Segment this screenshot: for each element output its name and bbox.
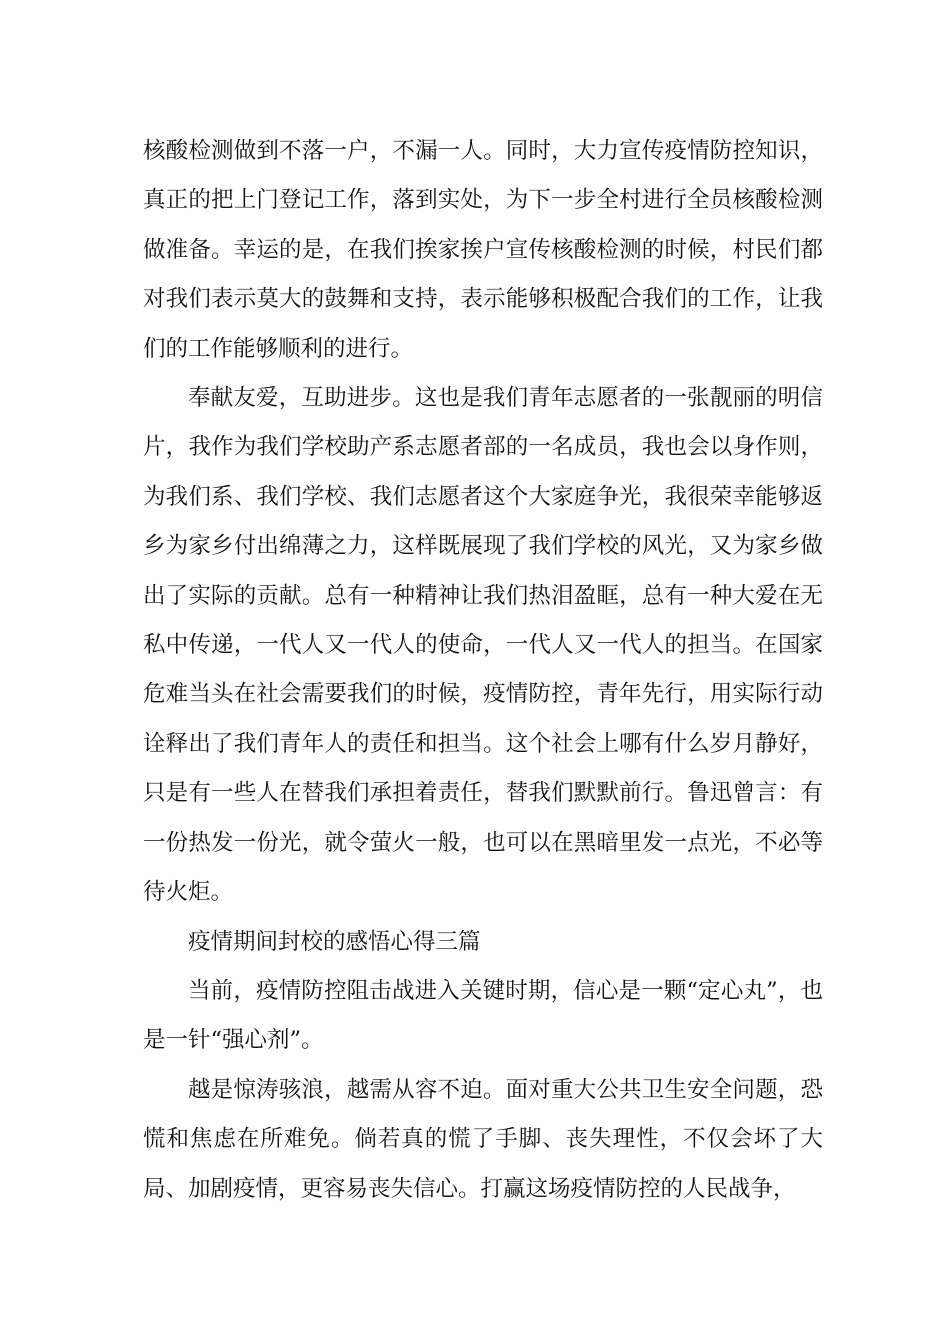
paragraph-volunteer-dedication: 奉献友爱，互助进步。这也是我们青年志愿者的一张靓丽的明信片，我作为我们学校助产系志愿者部的一名成员，我也会以身作则，为我们系、我们学校、我们志愿者这个大家庭争光，我很荣幸能够返乡为家乡付出绵薄之力，这样既展现了我们学校的风光，又为家乡做出了实际的贡献。总有一种精神让我们热泪盈眶，总有一种大爱在无私中传递，一代人又一代人的使命，一代人又一代人的担当。在国家危难当头在社会需要我们的时候，疫情防控，青年先行，用实际行动诠释出了我们青年人的责任和担当。这个社会上哪有什么岁月静好，只是有一些人在替我们承担着责任，替我们默默前行。鲁迅曾言：有一份热发一份光，就令萤火一般，也可以在黑暗里发一点光，不必等待火炬。 <box>143 385 823 906</box>
document-body <box>143 127 823 1214</box>
section-heading: 疫情期间封校的感悟心得三篇 <box>188 928 481 955</box>
paragraph-calm-response: 越是惊涛骇浪，越需从容不迫。面对重大公共卫生安全问题，恐慌和焦虑在所难免。倘若真的慌了手脚、丧失理性，不仅会坏了大局、加剧疫情，更容易丧失信心。打赢这场疫情防控的人民战争， <box>143 1076 823 1202</box>
paragraph-confidence: 当前，疫情防控阻击战进入关键时期，信心是一颗“定心丸”，也是一针“强心剂”。 <box>143 977 823 1054</box>
paragraph-continuation: 核酸检测做到不落一户，不漏一人。同时，大力宣传疫情防控知识，真正的把上门登记工作，落到实处，为下一步全村进行全员核酸检测做准备。幸运的是，在我们挨家挨户宣传核酸检测的时候，村民们都对我们表示莫大的鼓舞和支持，表示能够积极配合我们的工作，让我们的工作能够顺利的进行。 <box>143 138 823 362</box>
